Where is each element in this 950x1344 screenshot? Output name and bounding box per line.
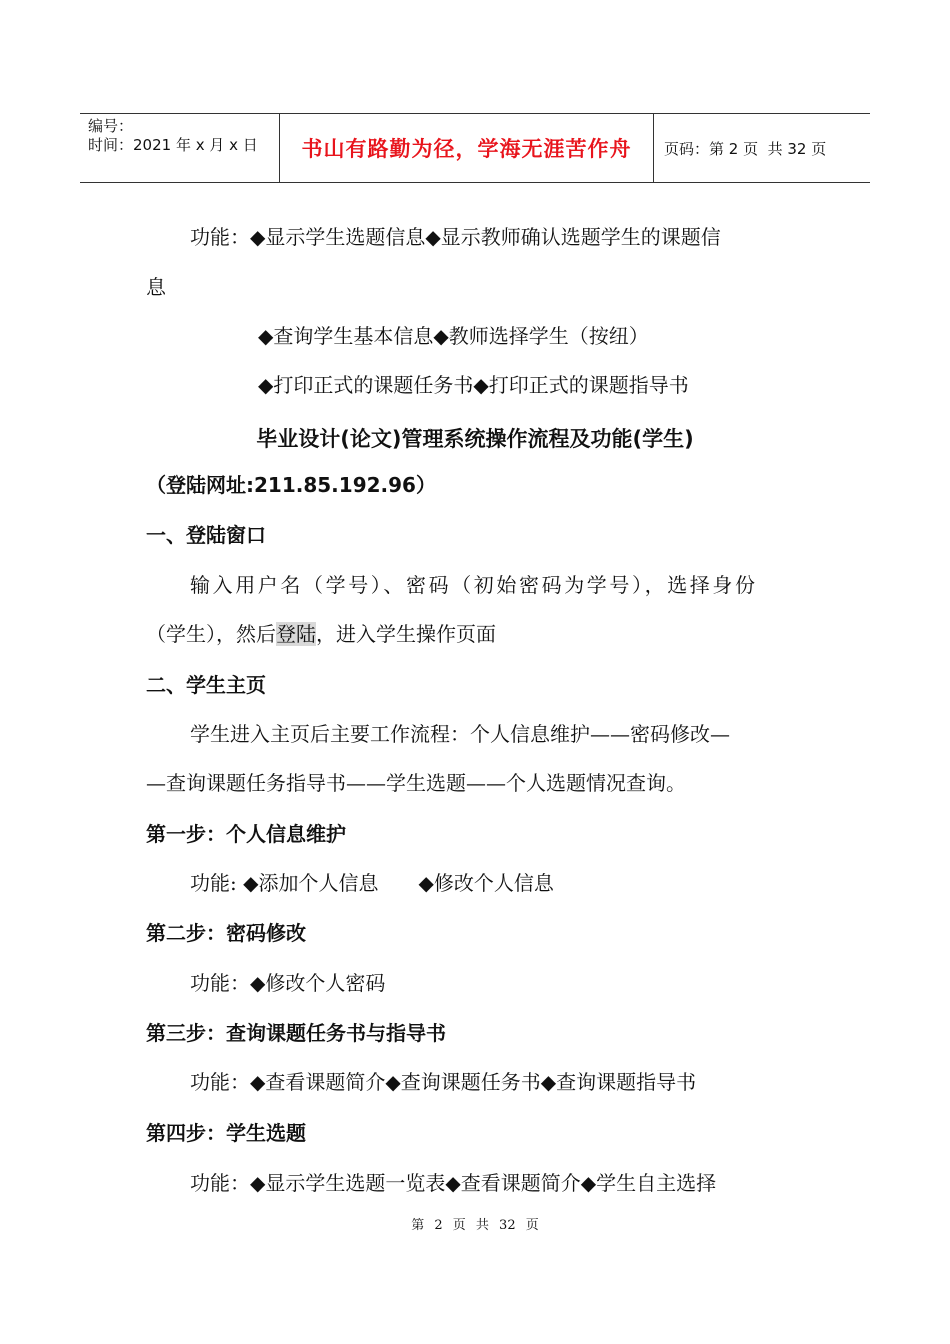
teacher-function-line-1: 功能：◆显示学生选题信息◆显示教师确认选题学生的课题信	[190, 225, 721, 249]
serial-label: 编号：	[88, 117, 134, 135]
section-2-title: 二、学生主页	[146, 673, 266, 697]
section-1-text-post: ，进入学生操作页面	[316, 622, 496, 646]
step-3-function: 功能：◆查看课题简介◆查询课题任务书◆查询课题指导书	[190, 1070, 697, 1094]
section-1-text-line-1: 输入用户名（学号）、密码（初始密码为学号），选择身份	[190, 573, 758, 597]
teacher-function-line-2: ◆查询学生基本信息◆教师选择学生（按纽）	[258, 324, 649, 348]
section-1-title: 一、登陆窗口	[146, 523, 266, 547]
header-meta	[80, 114, 280, 182]
header-page-info	[654, 114, 870, 182]
section-2-text-line-1: 学生进入主页后主要工作流程：个人信息维护——密码修改—	[190, 722, 730, 746]
step-3-title: 第三步：查询课题任务书与指导书	[146, 1021, 446, 1045]
section-2-text-line-2: —查询课题任务指导书——学生选题——个人选题情况查询。	[146, 771, 686, 795]
step-4-title: 第四步：学生选题	[146, 1121, 306, 1145]
step-4-function: 功能：◆显示学生选题一览表◆查看课题简介◆学生自主选择	[190, 1171, 717, 1195]
step-2-function: 功能：◆修改个人密码	[190, 971, 386, 995]
time-label: 时间：2021 年 x 月 x 日	[88, 136, 258, 154]
teacher-function-line-1-wrap: 息	[146, 275, 166, 299]
page-info-text: 页码：第 2 页 共 32 页	[664, 139, 827, 158]
section-1-text-line-2	[146, 621, 496, 647]
login-url: （登陆网址:211.85.192.96）	[146, 473, 436, 497]
header-motto: 书山有路勤为径，学海无涯苦作舟	[280, 114, 654, 182]
teacher-function-line-3: ◆打印正式的课题任务书◆打印正式的课题指导书	[258, 373, 689, 397]
step-1-title: 第一步：个人信息维护	[146, 822, 346, 846]
step-2-title: 第二步：密码修改	[146, 921, 306, 945]
page-footer: 第 2 页 共 32 页	[411, 1218, 539, 1233]
step-1-function: 功能: ◆添加个人信息 ◆修改个人信息	[190, 871, 554, 895]
login-highlight: 登陆	[276, 622, 316, 646]
page-header	[80, 113, 870, 183]
student-section-title: 毕业设计(论文)管理系统操作流程及功能(学生)	[256, 427, 694, 451]
section-1-text-pre: （学生），然后	[146, 622, 276, 646]
